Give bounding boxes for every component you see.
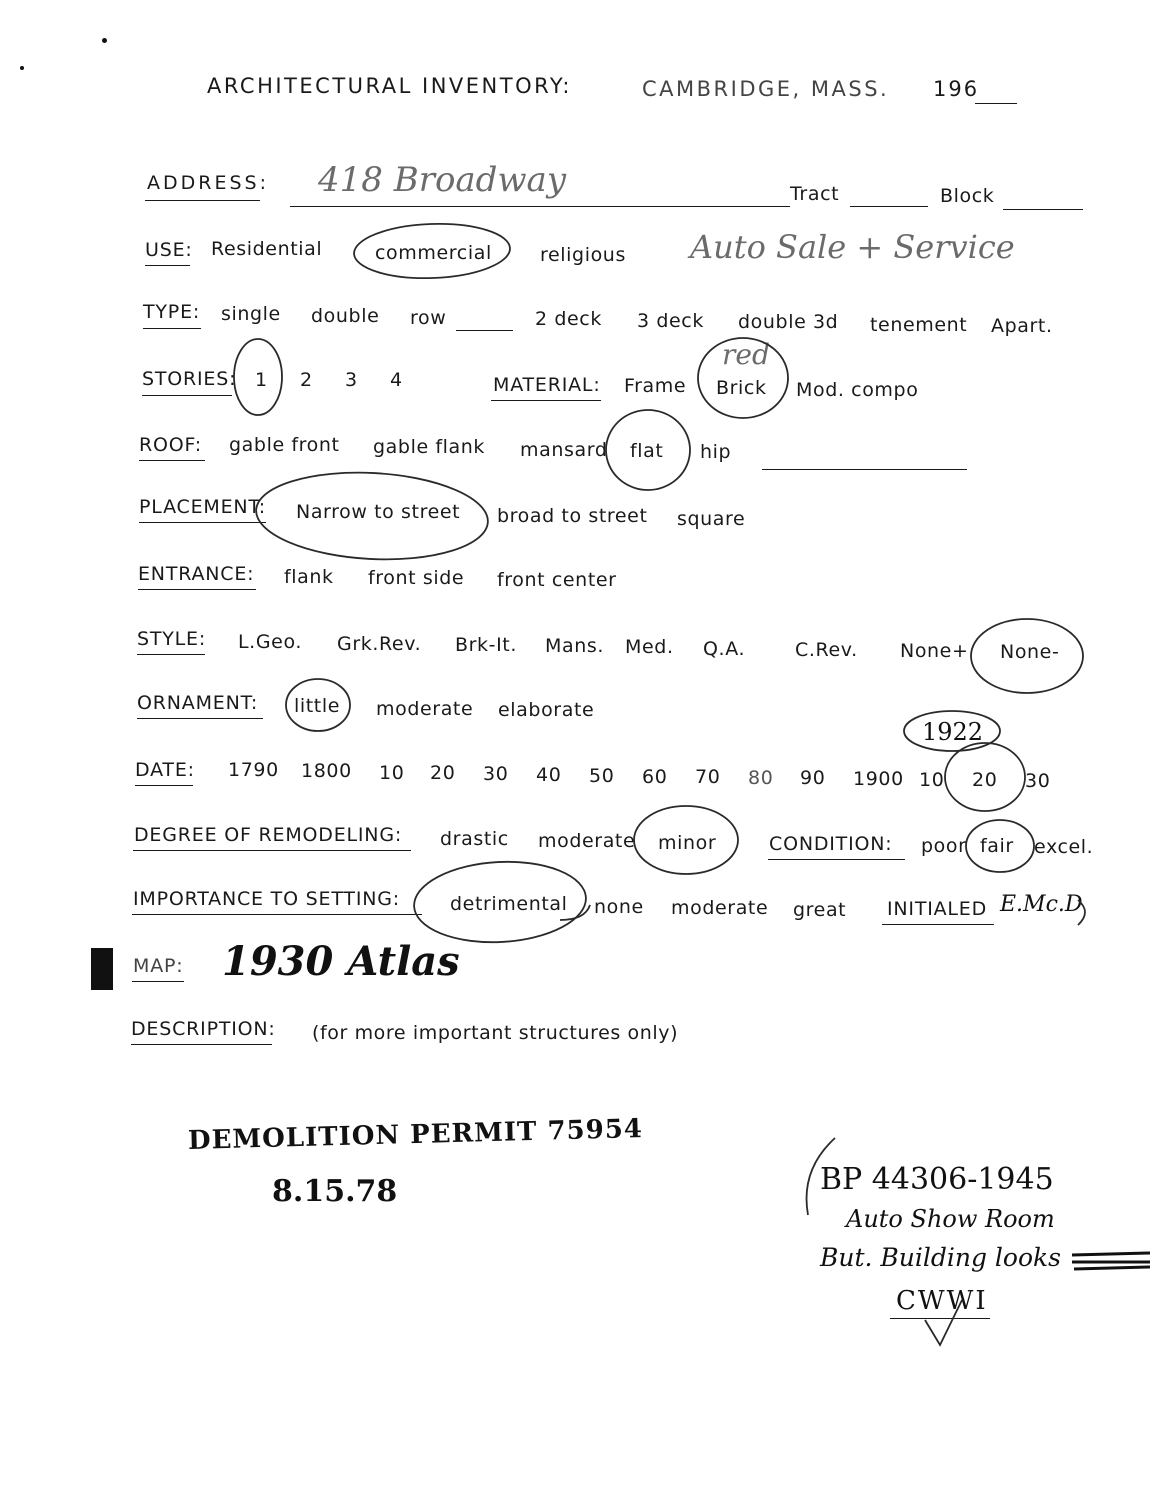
year-blank (975, 103, 1017, 104)
style-lgeo: L.Geo. (238, 631, 302, 653)
roof-flat: flat (630, 440, 664, 462)
style-crev: C.Rev. (795, 639, 858, 661)
importance-label-underline (132, 914, 422, 915)
initialed-label: INITIALED (887, 898, 988, 920)
stories-4: 4 (390, 369, 403, 391)
use-label: USE: (145, 239, 193, 261)
style-brkit: Brk-It. (455, 634, 517, 656)
date-1800: 1800 (301, 760, 352, 782)
importance-great: great (793, 899, 847, 921)
block-field-line (1003, 209, 1083, 210)
date-10: 10 (379, 762, 405, 784)
importance-label: IMPORTANCE TO SETTING: (133, 888, 400, 910)
entrance-label: ENTRANCE: (138, 563, 255, 585)
address-label-underline (145, 200, 260, 201)
scan-speck (102, 38, 107, 43)
roof-mansard: mansard (520, 439, 608, 461)
condition-label-underline (768, 859, 905, 860)
remodeling-label: DEGREE OF REMODELING: (134, 824, 403, 846)
roof-gable-front: gable front (229, 434, 340, 456)
tract-field-line (850, 206, 928, 207)
type-label: TYPE: (143, 301, 201, 323)
form-title: ARCHITECTURAL INVENTORY: (207, 74, 572, 98)
material-mod-compo: Mod. compo (796, 379, 919, 401)
use-note: Auto Sale + Service (690, 228, 1015, 266)
remodeling-minor: minor (658, 832, 717, 854)
date-60: 60 (642, 766, 668, 788)
material-label: MATERIAL: (493, 374, 601, 396)
type-apart: Apart. (991, 315, 1053, 337)
date-1920: 20 (972, 769, 998, 791)
entrance-flank: flank (284, 566, 334, 588)
stories-label-underline (142, 395, 232, 396)
date-label: DATE: (135, 759, 195, 781)
placement-broad: broad to street (497, 505, 648, 527)
date-1930: 30 (1025, 770, 1051, 792)
date-1790: 1790 (228, 759, 279, 781)
importance-detrimental: detrimental (450, 893, 568, 915)
material-note: red (722, 338, 770, 371)
block-label: Block (940, 185, 995, 207)
placement-narrow: Narrow to street (296, 501, 461, 523)
ornament-label-underline (137, 718, 263, 719)
style-label: STYLE: (137, 628, 207, 650)
entrance-label-underline (138, 589, 256, 590)
ornament-moderate: moderate (376, 698, 474, 720)
style-med: Med. (625, 636, 674, 658)
use-commercial: commercial (375, 242, 492, 264)
type-label-underline (143, 328, 201, 329)
remodeling-moderate: moderate (538, 830, 636, 852)
bp-note-line1: BP 44306-1945 (820, 1162, 1054, 1197)
address-field-line (290, 206, 790, 207)
date-50: 50 (589, 765, 615, 787)
scan-speck (20, 66, 24, 70)
condition-excel: excel. (1034, 836, 1094, 858)
type-tenement: tenement (870, 314, 968, 336)
stories-2: 2 (300, 369, 313, 391)
type-2-deck: 2 deck (535, 308, 602, 330)
date-20: 20 (430, 762, 456, 784)
importance-none: none (594, 896, 644, 918)
form-location: CAMBRIDGE, MASS. (642, 77, 890, 101)
date-70: 70 (695, 766, 721, 788)
date-40: 40 (536, 764, 562, 786)
remodeling-drastic: drastic (440, 828, 509, 850)
style-grkrev: Grk.Rev. (337, 633, 422, 655)
map-label-underline (132, 981, 184, 982)
date-1910: 10 (919, 769, 945, 791)
date-label-underline (135, 785, 193, 786)
bp-note-line2: Auto Show Room (846, 1205, 1055, 1233)
description-label-underline (131, 1044, 272, 1045)
material-frame: Frame (624, 375, 687, 397)
roof-label: ROOF: (139, 434, 202, 456)
type-double-3d: double 3d (738, 311, 839, 333)
roof-label-underline (139, 460, 205, 461)
address-value: 418 Broadway (318, 160, 567, 200)
condition-poor: poor (921, 835, 967, 857)
style-mans: Mans. (545, 635, 605, 657)
roof-gable-flank: gable flank (373, 436, 486, 458)
style-none-plus: None+ (900, 640, 969, 662)
bp-note-underline (890, 1318, 990, 1319)
use-residential: Residential (211, 238, 323, 260)
ornament-label: ORNAMENT: (137, 692, 259, 714)
stories-1: 1 (255, 369, 268, 391)
demolition-date-note: 8.15.78 (272, 1174, 398, 1209)
date-1900: 1900 (853, 768, 904, 790)
initials: E.Mc.D (1000, 892, 1083, 917)
demolition-permit-note: DEMOLITION PERMIT 75954 (187, 1114, 644, 1156)
map-label: MAP: (133, 955, 184, 977)
address-label: ADDRESS: (147, 172, 269, 194)
black-tab-mark (91, 948, 113, 990)
initialed-label-underline (882, 924, 994, 925)
remodeling-label-underline (133, 850, 411, 851)
bp-note-line3: But. Building looks (820, 1243, 1062, 1272)
stories-label: STORIES: (142, 368, 237, 390)
date-90: 90 (800, 767, 826, 789)
use-label-underline (145, 265, 190, 266)
material-brick: Brick (716, 377, 767, 399)
entrance-front-side: front side (368, 567, 465, 589)
ornament-little: little (294, 695, 341, 717)
use-religious: religious (540, 244, 626, 266)
entrance-front-center: front center (497, 569, 617, 591)
date-30: 30 (483, 763, 509, 785)
type-3-deck: 3 deck (637, 310, 704, 332)
type-row: row (410, 307, 447, 329)
map-value: 1930 Atlas (222, 938, 460, 985)
tract-label: Tract (790, 183, 840, 205)
roof-hip: hip (700, 441, 732, 463)
style-none-minus: None- (1000, 641, 1060, 663)
placement-label: PLACEMENT: (139, 496, 266, 518)
date-note: 1922 (922, 718, 984, 746)
ornament-elaborate: elaborate (498, 699, 595, 721)
description-label: DESCRIPTION: (131, 1018, 276, 1040)
condition-fair: fair (980, 835, 1014, 857)
bp-note-line4: CWWI (896, 1286, 988, 1316)
type-single: single (221, 303, 281, 325)
date-80: 80 (748, 767, 774, 789)
style-qa: Q.A. (703, 638, 746, 660)
type-row-blank (456, 330, 513, 331)
stories-3: 3 (345, 369, 358, 391)
condition-label: CONDITION: (769, 833, 893, 855)
material-label-underline (491, 400, 601, 401)
type-double: double (311, 305, 380, 327)
placement-label-underline (139, 522, 266, 523)
style-label-underline (137, 654, 205, 655)
description-note: (for more important structures only) (312, 1022, 679, 1044)
form-year-prefix: 196 (933, 77, 980, 101)
placement-square: square (677, 508, 746, 530)
importance-moderate: moderate (671, 897, 769, 919)
roof-other-blank (762, 469, 967, 470)
